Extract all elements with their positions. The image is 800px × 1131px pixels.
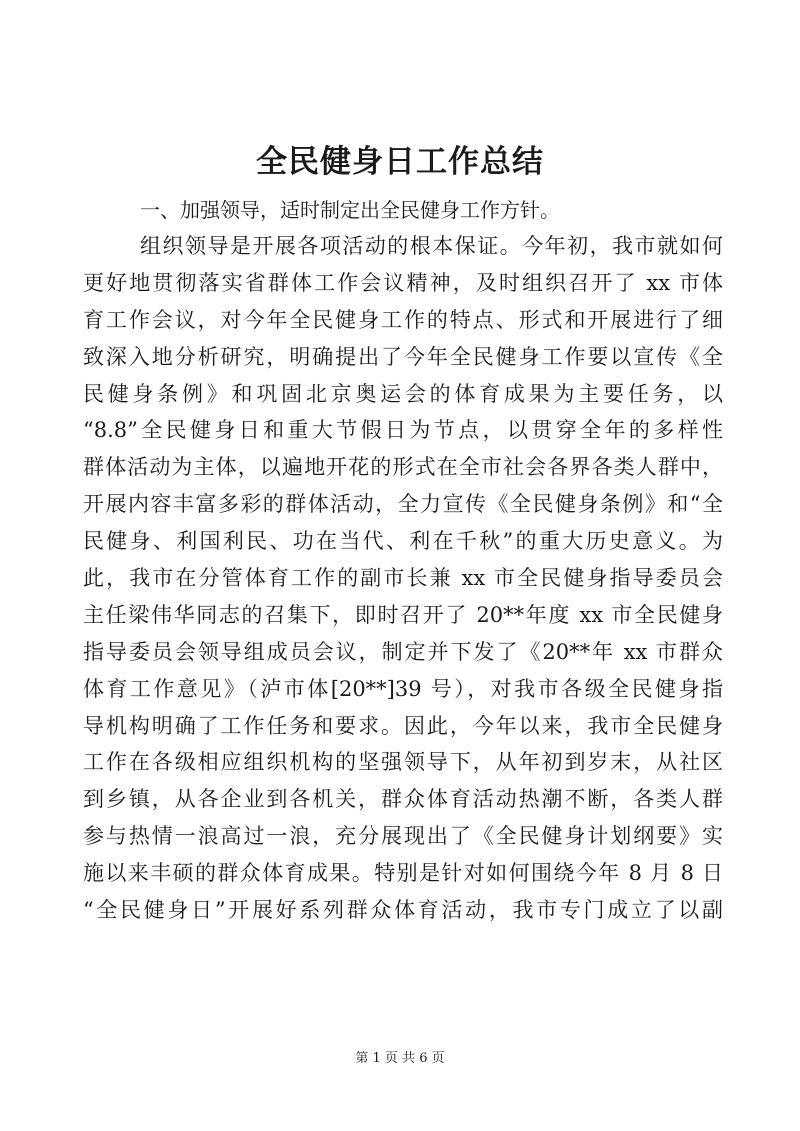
paragraph-line: 施以来丰硕的群众体育成果。特别是针对如何围绕今年 8 月 8 日 — [83, 861, 723, 886]
paragraph-line: 主任梁伟华同志的召集下，即时召开了 20**年度 xx 市全民健身 — [83, 602, 723, 627]
paragraph-line: 民健身条例》和巩固北京奥运会的体育成果为主要任务，以 — [83, 381, 723, 406]
paragraph-line: 更好地贯彻落实省群体工作会议精神，及时组织召开了 xx 市体 — [83, 270, 723, 295]
section-heading: 一、加强领导，适时制定出全民健身工作方针。 — [140, 198, 560, 222]
paragraph-line: 民健身、利国利民、功在当代、利在千秋”的重大历史意义。为 — [83, 529, 723, 554]
paragraph-line: 群体活动为主体，以遍地开花的形式在全市社会各界各类人群中， — [83, 455, 723, 480]
paragraph-line: 参与热情一浪高过一浪，充分展现出了《全民健身计划纲要》实 — [83, 824, 723, 849]
paragraph-line: 导机构明确了工作任务和要求。因此，今年以来，我市全民健身 — [83, 713, 723, 738]
paragraph-line: 组织领导是开展各项活动的根本保证。今年初，我市就如何 — [140, 234, 723, 258]
paragraph-line: 育工作会议，对今年全民健身工作的特点、形式和开展进行了细 — [83, 307, 723, 332]
paragraph-line: “全民健身日”开展好系列群众体育活动，我市专门成立了以副 — [83, 898, 723, 923]
paragraph-line: 到乡镇，从各企业到各机关，群众体育活动热潮不断，各类人群 — [83, 787, 723, 812]
paragraph-line: 开展内容丰富多彩的群体活动，全力宣传《全民健身条例》和“全 — [83, 492, 723, 517]
paragraph-line: 体育工作意见》（泸市体[20**]39 号），对我市各级全民健身指 — [83, 676, 723, 701]
body-paragraph — [83, 228, 723, 929]
paragraph-line: 致深入地分析研究，明确提出了今年全民健身工作要以宣传《全 — [83, 344, 723, 369]
paragraph-line: 此，我市在分管体育工作的副市长兼 xx 市全民健身指导委员会 — [83, 566, 723, 591]
paragraph-line: 工作在各级相应组织机构的坚强领导下，从年初到岁末，从社区 — [83, 750, 723, 775]
paragraph-line: 指导委员会领导组成员会议，制定并下发了《20**年 xx 市群众 — [83, 639, 723, 664]
page-footer: 第 1 页 共 6 页 — [355, 1051, 445, 1066]
document-title: 全民健身日工作总结 — [256, 144, 544, 180]
paragraph-line: “8.8”全民健身日和重大节假日为节点，以贯穿全年的多样性 — [83, 418, 723, 443]
